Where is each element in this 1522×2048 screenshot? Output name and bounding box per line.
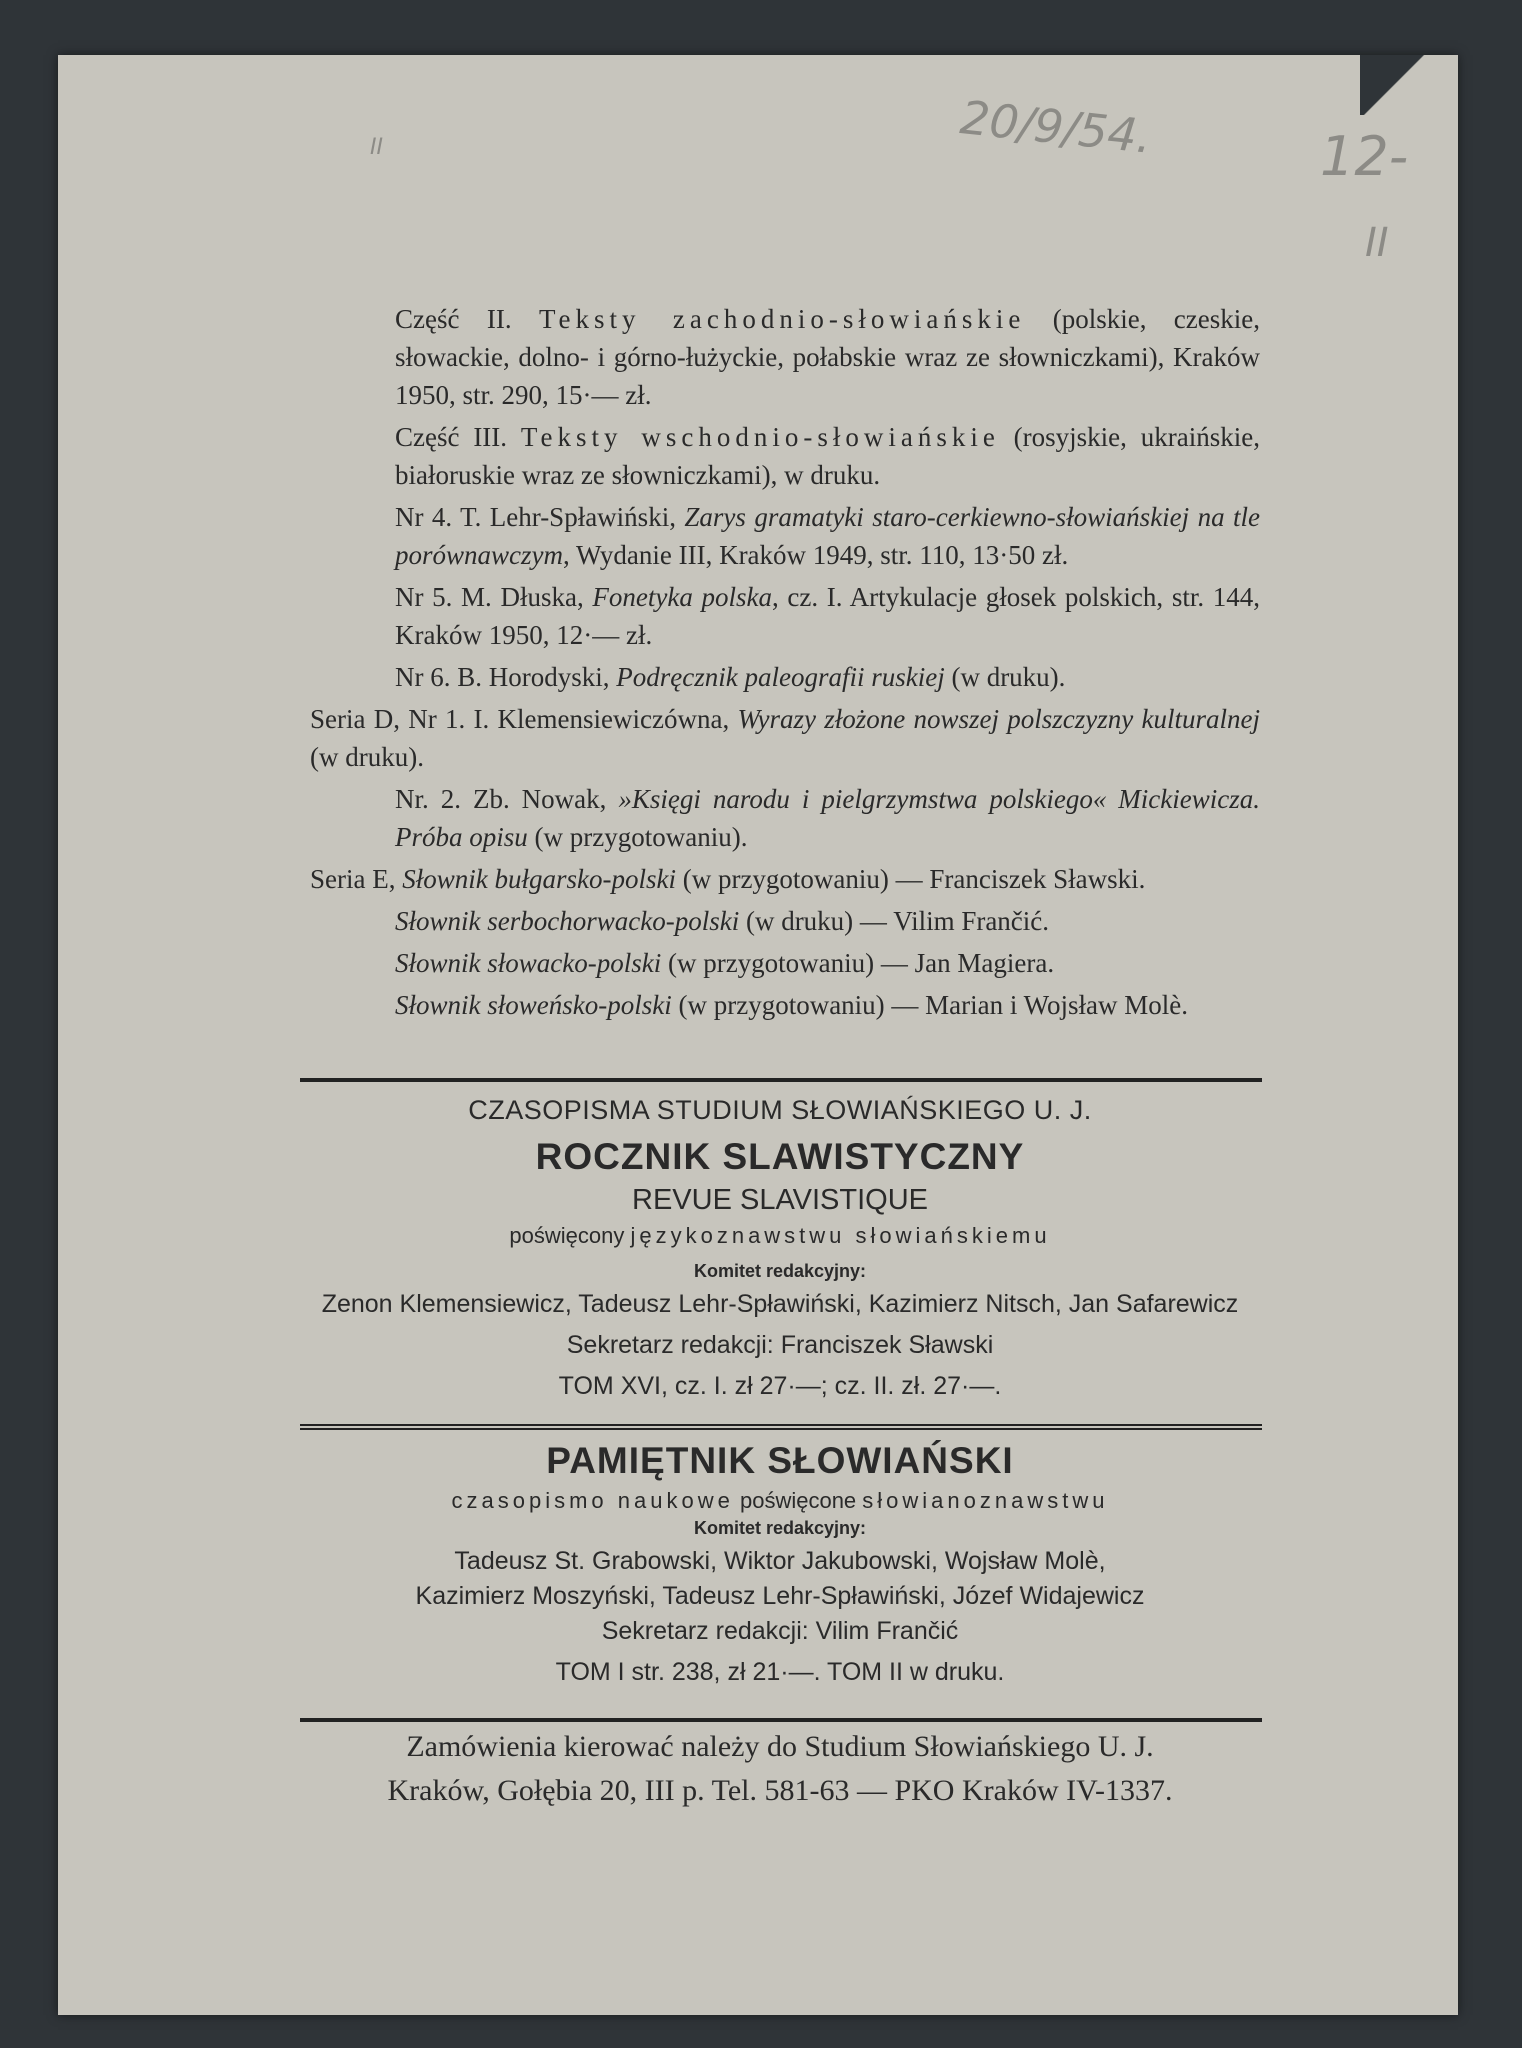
series-entry-text: Słownik bułgarsko-polski	[402, 864, 676, 894]
series-entry	[395, 418, 1260, 494]
series-entry-text: Podręcznik paleografii ruskiej	[616, 662, 945, 692]
series-entry-text: Zarys gramatyki staro-cerkiewno-słowiańskiej na tle porównawczym	[395, 502, 1260, 570]
series-entry-text: (polskie, czeskie, słowackie, dolno- i górno-łużyckie, połabskie wraz ze słowniczkami), Kraków 1950, str. 290, 15·— zł.	[395, 304, 1261, 410]
series-entry	[395, 578, 1260, 654]
rocznik-subtitle: REVUE SLAVISTIQUE	[632, 1184, 928, 1216]
series-entry	[395, 300, 1260, 414]
series-entry	[310, 700, 1260, 776]
dedication-spaced: językoznawstwu słowiańskiemu	[630, 1223, 1051, 1248]
pamietnik-title: PAMIĘTNIK SŁOWIAŃSKI	[546, 1440, 1014, 1481]
series-entry-text: (w druku).	[310, 742, 424, 772]
series-entry-text: (w przygotowaniu) — Franciszek Sławski.	[675, 864, 1146, 894]
series-entry-text: Część III.	[395, 422, 521, 452]
subtitle-b: poświęcone	[733, 1488, 863, 1513]
pamietnik-committee-2: Kazimierz Moszyński, Tadeusz Lehr-Spławiński, Józef Widajewicz	[415, 1582, 1145, 1610]
rocznik-committee-label: Komitet redakcyjny:	[693, 1261, 867, 1281]
journals-heading: CZASOPISMA STUDIUM SŁOWIAŃSKIEGO U. J.	[468, 1095, 1092, 1125]
series-entry-text: Teksty wschodnio-słowiańskie	[520, 422, 1000, 452]
handwritten-mark: II	[1365, 220, 1389, 266]
series-entry-text: Teksty zachodnio-słowiańskie	[538, 304, 1026, 334]
series-entry-text: Nr 6. B. Horodyski,	[395, 662, 617, 692]
section-rule-top	[300, 1078, 1262, 1082]
pamietnik-committee-label: Komitet redakcyjny:	[693, 1518, 867, 1538]
series-entry-text: Słownik serbochorwacko-polski	[395, 906, 740, 936]
series-entry-text: (w przygotowaniu) — Marian i Wojsław Molè.	[671, 990, 1188, 1020]
series-entry-text: Nr 4. T. Lehr-Spławiński,	[395, 502, 685, 532]
series-entry-text: , cz. I. Artykulacje głosek polskich, str. 144, Kraków 1950, 12·— zł.	[395, 582, 1260, 650]
handwritten-small-mark: II	[370, 135, 383, 160]
series-entry-text: Część II.	[395, 304, 539, 334]
series-list	[300, 300, 1260, 1028]
rocznik-committee: Zenon Klemensiewicz, Tadeusz Lehr-Spławiński, Kazimierz Nitsch, Jan Safarewicz	[321, 1290, 1239, 1318]
series-entry	[395, 780, 1260, 856]
series-entry-text: , Wydanie III, Kraków 1949, str. 110, 13·50 zł.	[563, 540, 1069, 570]
pamietnik-subtitle	[280, 1488, 1280, 1514]
series-entry	[395, 498, 1260, 574]
order-line-1: Zamówienia kierować należy do Studium Słowiańskiego U. J.	[406, 1730, 1154, 1763]
series-entry	[395, 902, 1260, 940]
rocznik-volume: TOM XVI, cz. I. zł 27·—; cz. II. zł. 27·—.	[558, 1372, 1002, 1400]
series-entry	[395, 658, 1260, 696]
order-line-2: Kraków, Gołębia 20, III p. Tel. 581-63 — PKO Kraków IV-1337.	[387, 1774, 1173, 1807]
series-entry-text: (w przygotowaniu) — Jan Magiera.	[661, 948, 1055, 978]
series-entry	[395, 944, 1260, 982]
series-entry	[395, 986, 1260, 1024]
series-entry-text: Słownik słowacko-polski	[395, 948, 662, 978]
page-corner	[1360, 55, 1458, 115]
series-entry-text: Seria D, Nr 1. I. Klemensiewiczówna,	[310, 704, 738, 734]
series-entry-text: Słownik słoweńsko-polski	[395, 990, 672, 1020]
pamietnik-secretary: Sekretarz redakcji: Vilim Frančić	[601, 1617, 959, 1645]
pamietnik-section	[280, 1440, 1280, 1699]
order-info	[280, 1725, 1280, 1813]
handwritten-date: 20/9/54.	[957, 90, 1155, 164]
dedication-prefix: poświęcony	[509, 1223, 631, 1248]
rocznik-section	[280, 1095, 1280, 1413]
section-rule-bottom	[300, 1718, 1262, 1722]
section-rule-middle	[300, 1424, 1262, 1430]
series-entry-text: Wyrazy złożone nowszej polszczyzny kulturalnej	[737, 704, 1260, 734]
pamietnik-volume: TOM I str. 238, zł 21·—. TOM II w druku.	[555, 1658, 1005, 1686]
series-entry	[310, 860, 1260, 898]
series-entry-text: (w przygotowaniu).	[527, 822, 748, 852]
rocznik-secretary: Sekretarz redakcji: Franciszek Sławski	[566, 1331, 994, 1359]
series-entry-text: Fonetyka polska	[592, 582, 772, 612]
series-entry-text: (w druku).	[944, 662, 1066, 692]
rocznik-dedication	[280, 1223, 1280, 1249]
handwritten-price: 12-	[1320, 125, 1409, 188]
series-entry-text: »Księgi narodu i pielgrzymstwa polskiego« Mickiewicza. Próba opisu	[395, 784, 1260, 852]
series-entry-text: Seria E,	[310, 864, 403, 894]
series-entry-text: (rosyjskie, ukraińskie, białoruskie wraz ze słowniczkami), w druku.	[395, 422, 1260, 490]
series-entry-text: Nr 5. M. Dłuska,	[395, 582, 593, 612]
rocznik-title: ROCZNIK SLAWISTYCZNY	[535, 1136, 1025, 1177]
pamietnik-committee-1: Tadeusz St. Grabowski, Wiktor Jakubowski, Wojsław Molè,	[454, 1547, 1106, 1575]
series-entry-text: (w druku) — Vilim Frančić.	[739, 906, 1050, 936]
subtitle-a: czasopismo naukowe	[451, 1488, 734, 1513]
subtitle-c: słowianoznawstwu	[862, 1488, 1109, 1513]
series-entry-text: Nr. 2. Zb. Nowak,	[395, 784, 619, 814]
